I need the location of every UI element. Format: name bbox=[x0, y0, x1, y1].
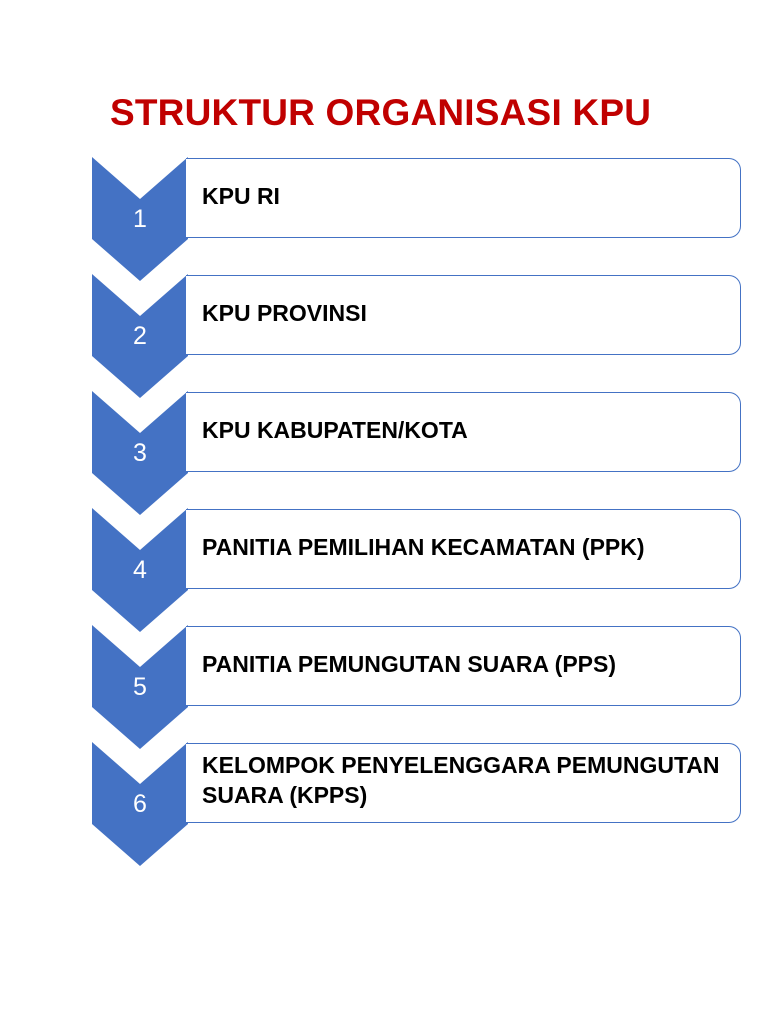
level-number: 5 bbox=[133, 673, 147, 701]
level-label: KPU PROVINSI bbox=[202, 300, 367, 326]
level-label: PANITIA PEMUNGUTAN SUARA (PPS) bbox=[202, 651, 616, 677]
level-number: 1 bbox=[133, 205, 147, 233]
hierarchy-level-5 bbox=[92, 625, 744, 749]
hierarchy-level-2 bbox=[92, 274, 744, 398]
level-label: KPU KABUPATEN/KOTA bbox=[202, 417, 468, 443]
level-label: KPU RI bbox=[202, 183, 280, 209]
level-label: PANITIA PEMILIHAN KECAMATAN (PPK) bbox=[202, 534, 645, 560]
level-number: 2 bbox=[133, 322, 147, 350]
level-box bbox=[186, 626, 741, 706]
hierarchy-level-1 bbox=[92, 157, 744, 281]
hierarchy-level-6 bbox=[92, 742, 744, 866]
hierarchy-level-4 bbox=[92, 508, 744, 632]
level-number: 4 bbox=[133, 556, 147, 584]
level-box bbox=[186, 275, 741, 355]
page-title: STRUKTUR ORGANISASI KPU bbox=[110, 92, 652, 133]
level-box bbox=[186, 743, 741, 823]
level-box bbox=[186, 509, 741, 589]
level-label: KELOMPOK PENYELENGGARA PEMUNGUTAN SUARA (KPPS) bbox=[202, 752, 720, 808]
level-number: 3 bbox=[133, 439, 147, 467]
level-number: 6 bbox=[133, 790, 147, 818]
level-box bbox=[186, 392, 741, 472]
hierarchy-level-3 bbox=[92, 391, 744, 515]
level-box bbox=[186, 158, 741, 238]
